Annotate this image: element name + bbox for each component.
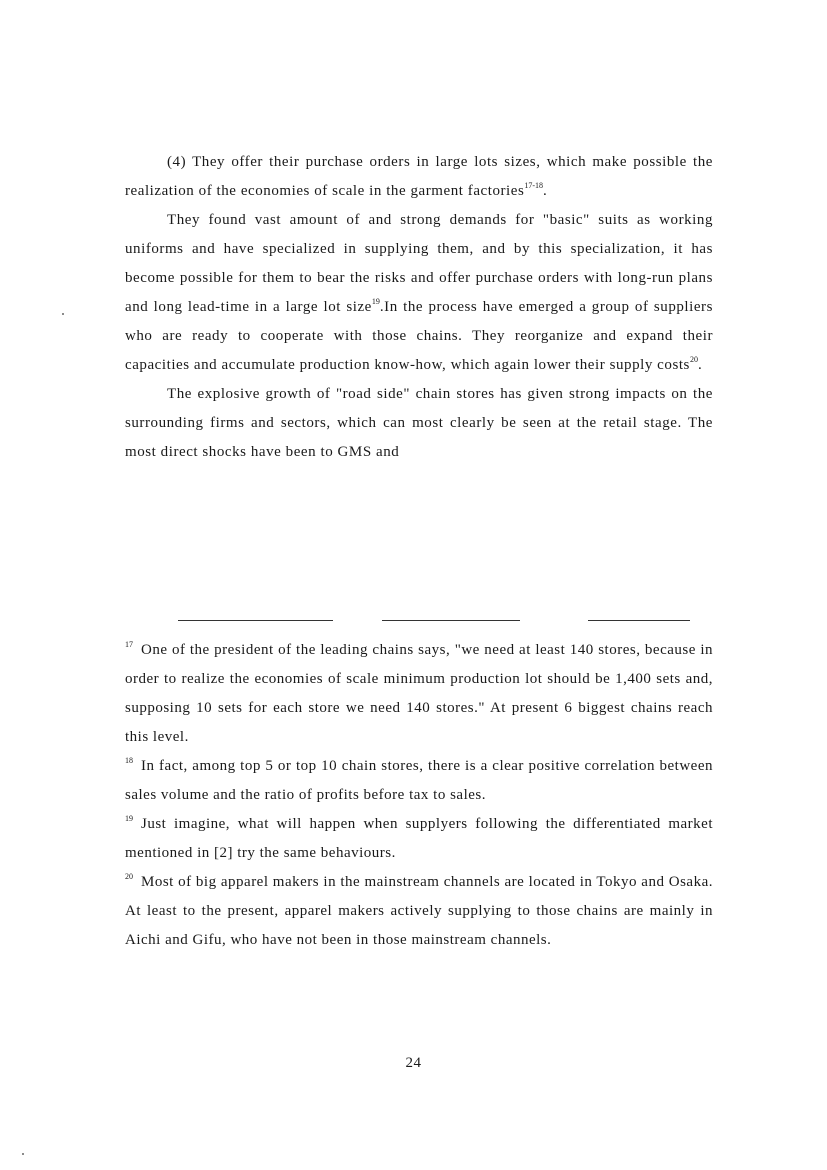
paragraph-3 [125, 380, 713, 467]
footnote-20 [125, 868, 713, 955]
footnote-separator-2 [382, 620, 520, 621]
footnote-separator-1 [178, 620, 333, 621]
page-number: 24 [405, 1055, 422, 1071]
paragraph-1-text: (4) They offer their purchase orders in large lots sizes, which make possible the realization of the economies of scale in the garment factories [125, 154, 713, 199]
paragraph-2 [125, 206, 713, 380]
footnote-19 [125, 810, 713, 868]
paragraph-2-tail: .In the process have emerged a group of suppliers who are ready to cooperate with those chains. They reorganize and expand their capacities and accumulate production know-how, which again lower their supply costs [125, 299, 713, 373]
scan-speck [62, 313, 64, 315]
footnote-ref-17-18: 17-18 [524, 181, 544, 190]
footnote-text: Most of big apparel makers in the mainstream channels are located in Tokyo and Osaka. At least to the present, apparel makers actively supplying to those chains are mainly in Aichi and Gifu, who have not been in those mainstream channels. [125, 874, 713, 948]
footnote-separator-3 [588, 620, 690, 621]
paragraph-1-tail: . [543, 183, 548, 199]
footnote-ref-19: 19 [371, 297, 380, 306]
footnote-mark: 18 [125, 756, 133, 765]
footnote-17 [125, 636, 713, 752]
footnote-ref-20: 20 [689, 355, 698, 364]
paragraph-1 [125, 148, 713, 206]
paragraph-2-end: . [697, 357, 703, 373]
footnote-mark: 17 [125, 640, 133, 649]
footnote-mark: 20 [125, 872, 133, 881]
body-text [125, 148, 713, 467]
scan-speck [22, 1153, 24, 1155]
footnote-text: In fact, among top 5 or top 10 chain stores, there is a clear positive correlation between sales volume and the ratio of profits before tax to sales. [125, 758, 713, 803]
footnote-text: One of the president of the leading chains says, "we need at least 140 stores, because in order to realize the economies of scale minimum production lot should be 1,400 sets and, supposing 10 sets for each store we need 140 stores." At present 6 biggest chains reach this level. [125, 642, 713, 745]
paragraph-3-text: The explosive growth of "road side" chain stores has given strong impacts on the surrounding firms and sectors, which can most clearly be seen at the retail stage. The most direct shocks have been to GMS and [125, 386, 713, 460]
footnote-18 [125, 752, 713, 810]
footnote-mark: 19 [125, 814, 133, 823]
footnote-text: Just imagine, what will happen when supplyers following the differentiated market mentioned in [2] try the same behaviours. [125, 816, 713, 861]
paragraph-2-text: They found vast amount of and strong demands for "basic" suits as working uniforms and have specialized in supplying them, and by this specialization, it has become possible for them to bear the risks and offer purchase orders with long-run plans and long lead-time in a large lot size [125, 212, 713, 315]
footnotes [125, 636, 713, 955]
